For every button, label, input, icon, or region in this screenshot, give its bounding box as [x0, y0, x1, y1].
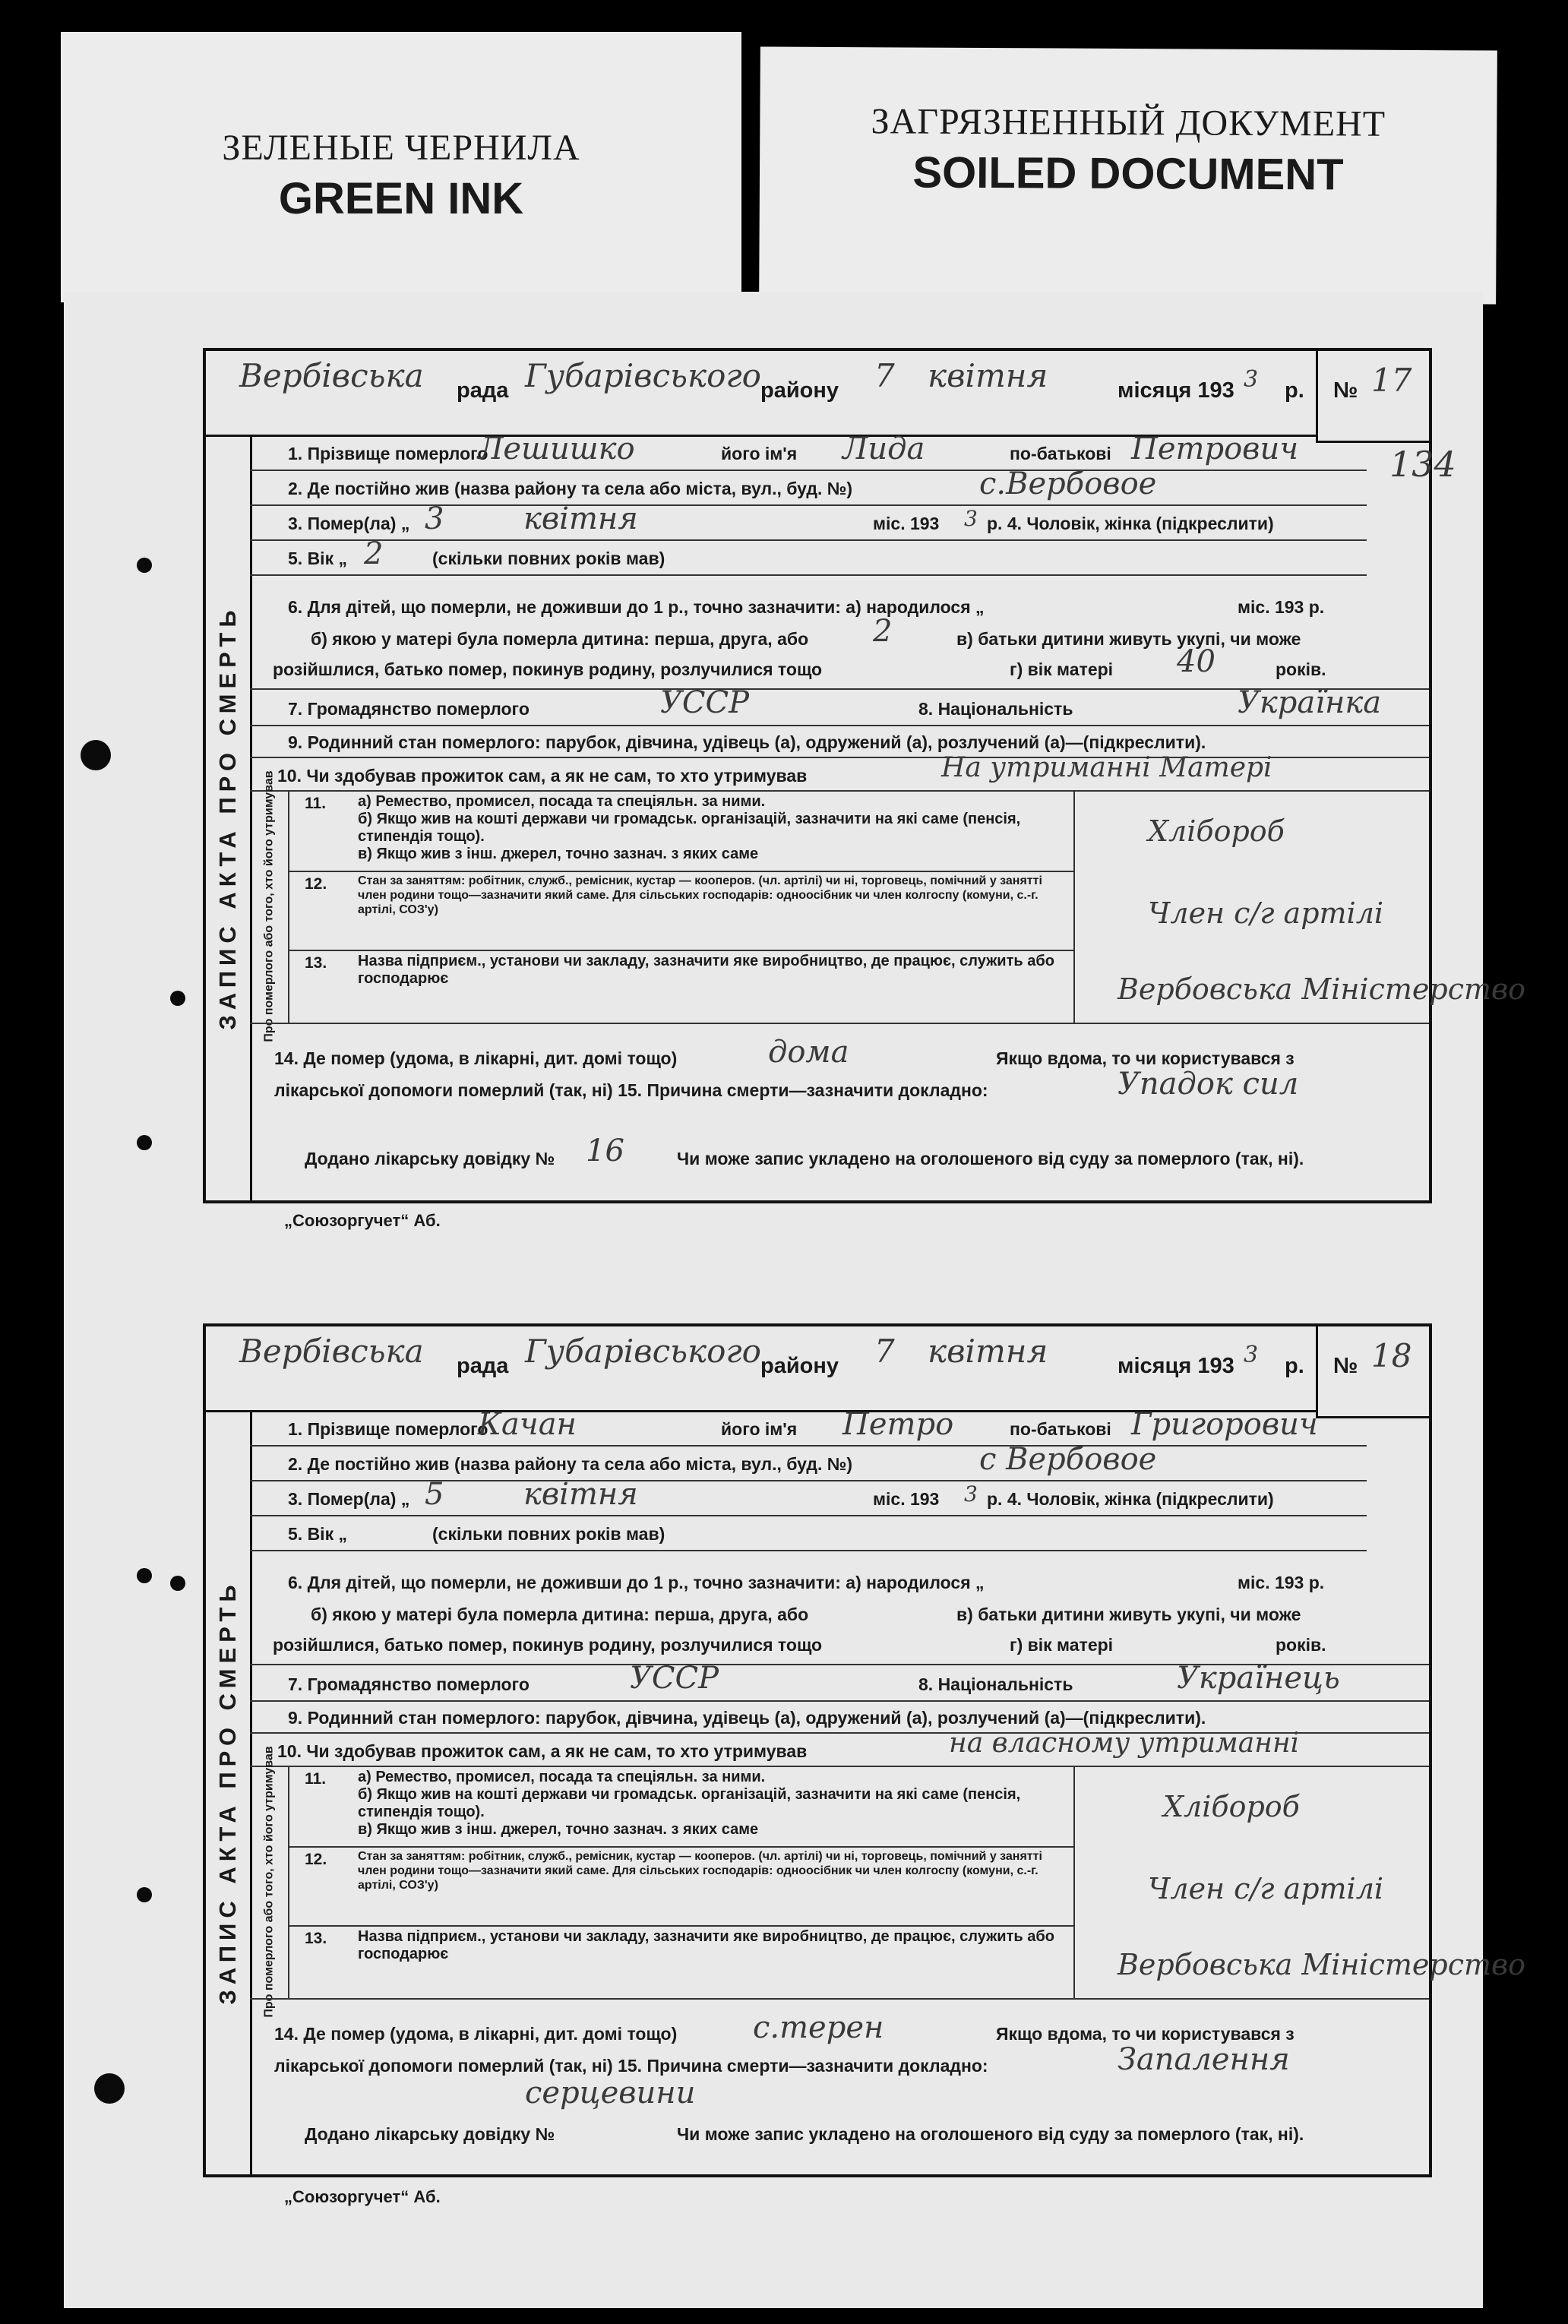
rayon-label: району	[760, 378, 839, 403]
death-day-value: 3	[425, 501, 444, 536]
month-value: квітня	[928, 1333, 1048, 1370]
occupation-grid	[288, 1766, 1075, 1998]
status-value: Член с/г артілі	[1148, 896, 1384, 930]
death-year-digit: 3	[964, 506, 978, 531]
nationality-value: Українець	[1177, 1661, 1340, 1696]
row-1: 1. Прізвище померлого Лешишко його ім'я Лида по-батькові Петрович	[250, 435, 1367, 471]
nationality-value: Українка	[1238, 685, 1382, 720]
workplace-value: Вербовська Міністерство	[1118, 972, 1526, 1006]
record-number-box	[1316, 1326, 1429, 1418]
cause-value-2: серцевини	[525, 2076, 696, 2111]
number-label: №	[1333, 1354, 1358, 1378]
q12: 12. Стан за заняттям: робітник, служб., ремісник, кустар — кооперов. (чл. артілі) чи ні, торговець, помічний у занятті член родини тощо—зазначити який саме. Для сільських господарів: одноосібник чи член колгоспу (комуни, с.-г. артілі, СОЗ'у)	[288, 871, 1073, 951]
patronymic-value: Григорович	[1131, 1407, 1318, 1442]
month-label: місяця 193	[1118, 1354, 1234, 1378]
record-header	[206, 1326, 1429, 1412]
death-place-value: с.терен	[753, 2010, 884, 2045]
record-number-box	[1316, 351, 1429, 443]
year-suffix: р.	[1285, 1354, 1304, 1378]
day-value: 7	[874, 357, 895, 394]
year-digit: 3	[1244, 1342, 1259, 1368]
row-1: 1. Прізвище померлого Качан його ім'я Петро по-батькові Григорович	[250, 1410, 1367, 1447]
name-value: Петро	[842, 1407, 954, 1442]
row-2: 2. Де постійно жив (назва району та села або міста, вул., буд. №) с.Вербовое	[250, 470, 1367, 506]
death-record-18: Вербівська рада Губарівського району 7 квітня місяця 193 3 р. № 18 ЗАПИС АКТА ПРО СМЕРТЬ 1. Прізвище померлого Качан його ім'я Петро по-батькові Григорович 2. Де постійно жив (назва району та села або міста, вул., буд. №) с Вербовое 3. Помер(ла) „ 5 квітня міс. 193 3 р. 4. Чоловік, жінка (підкреслити) 5. Вік „ (скільки повних років мав) 6. Для дітей, що померли, не доживши до 1 р., точно зазначити: а) народилося „ міс. 193 р. б) якою у матері була померла дитина: перша, друга, або в) батьки дитини живуть укупі, чи може розійшлися, батько помер, покинув родину, розлучилися тощо г) вік матері років. 7. Громадянство померлого УССР 8. Національність Українець 9. Родинний стан померлого: парубок, дівчина, удівець (а), одружений (а), розлучений (а)—(підкреслити). 10. Чи здобував прожиток сам, а як не сам, то хто утримував на власному утриманні Про померлого або того, хто його утримував 11. а) Ремество, промисел, посада та спеціяльн. за ними. б) Якщо жив на коштi держави чи громадськ. організацій, зазначити на які саме (пенсія, стипендія тощо). в) Якщо жив з інш. джерел, точно зазнач. з яких саме 12. Стан за заняттям: робітник, служб., ремісник, кустар — кооперов. (чл. артілі) чи ні, торговець, помічний у занятті член родини тощо—зазначити який саме. Для сільських господарів: одноосібник чи член колгоспу (комуни, с.-г. артілі, СОЗ'у) 13. Назва підприєм., установи чи закладу, зазначити яке виробництво, де працює, служить або господарює Хлібороб Член с/г артілі Вербовська Міністерство 14. Де помер (удома, в лікарні, дит. домі тощо) с.терен Якщо вдома, то чи користувався з лікарської допомоги померлий (так, ні) 15. Причина смерти—зазначити докладно: Запалення серцевини Додано лікарську довідку № Чи може запис укладено на оголошеного від суду за померлого (так, ні).	[203, 1323, 1432, 2177]
row-7: 7. Громадянство померлого УССР 8. Національність Українець	[250, 1664, 1429, 1702]
year-digit: 3	[1244, 366, 1259, 393]
mother-age-value: 40	[1177, 644, 1216, 679]
row-10: 10. Чи здобував прожиток сам, а як не сам, то хто утримував На утриманні Матері	[250, 757, 1429, 792]
child-order-value: 2	[873, 614, 893, 649]
rayon-value: Губарівського	[525, 1333, 761, 1370]
day-value: 7	[874, 1333, 895, 1370]
supported-by-value: на власному утриманні	[949, 1728, 1300, 1759]
punch-hole	[137, 1887, 152, 1902]
row-7: 7. Громадянство померлого УССР 8. Національність Українка	[250, 688, 1429, 726]
month-label: місяця 193	[1118, 378, 1234, 403]
green-ink-en: GREEN INK	[278, 174, 524, 223]
cause-value: Упадок сил	[1118, 1067, 1299, 1102]
patronymic-value: Петрович	[1131, 432, 1299, 466]
workplace-value: Вербовська Міністерство	[1118, 1948, 1526, 1981]
row-3: 3. Помер(ла) „ 3 квітня міс. 193 3 р. 4. Чоловік, жінка (підкреслити)	[250, 504, 1367, 541]
margin-number: 134	[1389, 444, 1456, 485]
citizenship-value: УССР	[660, 685, 750, 720]
row-10: 10. Чи здобував прожиток сам, а як не сам, то хто утримував на власному утриманні	[250, 1732, 1429, 1767]
rayon-value: Губарівського	[525, 357, 761, 394]
q13: 13. Назва підприєм., установи чи закладу, зазначити яке виробництво, де працює, служить або господарює	[305, 1928, 1054, 1962]
certificate-value: 16	[586, 1134, 624, 1168]
cause-value: Запалення	[1118, 2042, 1290, 2077]
punch-hole	[170, 1576, 185, 1591]
name-value: Лида	[842, 432, 925, 466]
row-6: 6. Для дітей, що померли, не доживши до 1 р., точно зазначити: а) народилося „ міс. 193 р. б) якою у матері була померла дитина: перша, друга, або 2 в) батьки дитини живуть укупі, чи може розійшлися, батько помер, покинув родину, розлучилися тощо г) вік матері 40 років.	[250, 574, 1429, 690]
row-6: 6. Для дітей, що померли, не доживши до 1 р., точно зазначити: а) народилося „ міс. 193 р. б) якою у матері була померла дитина: перша, друга, або в) батьки дитини живуть укупі, чи може розійшлися, батько помер, покинув родину, розлучилися тощо г) вік матері років.	[250, 1550, 1429, 1665]
surname-value: Лешишко	[478, 432, 635, 466]
q12: 12. Стан за заняттям: робітник, служб., ремісник, кустар — кооперов. (чл. артілі) чи ні, торговець, помічний у занятті член родини тощо—зазначити який саме. Для сільських господарів: одноосібник чи член колгоспу (комуни, с.-г. артілі, СОЗ'у)	[288, 1846, 1073, 1927]
row-5: 5. Вік „ (скільки повних років мав)	[250, 1515, 1367, 1551]
row-9: 9. Родинний стан померлого: парубок, дівчина, удівець (а), одружений (а), розлучений (а)—(підкреслити).	[250, 1700, 1429, 1734]
soiled-ru: ЗАГРЯЗНЕННЫЙ ДОКУМЕНТ	[871, 101, 1386, 144]
rayon-label: району	[760, 1354, 839, 1378]
green-ink-ru: ЗЕЛЕНЫЕ ЧЕРНИЛА	[222, 128, 580, 168]
row-3: 3. Помер(ла) „ 5 квітня міс. 193 3 р. 4. Чоловік, жінка (підкреслити)	[250, 1480, 1367, 1516]
row-9: 9. Родинний стан померлого: парубок, дівчина, удівець (а), одружений (а), розлучений (а)—(підкреслити).	[250, 725, 1429, 758]
row-5: 5. Вік „ 2 (скільки повних років мав)	[250, 539, 1367, 576]
punch-hole	[137, 558, 152, 573]
side-title: ЗАПИС АКТА ПРО СМЕРТЬ	[206, 435, 252, 1200]
citizenship-value: УССР	[630, 1661, 719, 1696]
punch-hole	[94, 2073, 125, 2104]
soiled-document-label	[759, 46, 1497, 304]
death-year-digit: 3	[964, 1481, 978, 1507]
supported-by-value: На утриманні Матері	[941, 752, 1272, 783]
residence-value: с Вербовое	[979, 1442, 1157, 1477]
record-header	[206, 351, 1429, 437]
publisher-footer: „Союзоргучет“ Аб.	[284, 2187, 441, 2206]
q11: 11. а) Ремество, промисел, посада та спеціяльн. за ними. б) Якщо жив на коштi держави чи громадськ. організацій, зазначити на які саме (пенсія, стипендія тощо). в) Якщо жив з інш. джерел, точно зазнач. з яких саме	[288, 790, 1073, 872]
status-value: Член с/г артілі	[1148, 1872, 1384, 1905]
punch-hole	[137, 1135, 152, 1150]
occupation-value: Хлібороб	[1148, 814, 1285, 848]
selsovet-value: Вербівська	[239, 1333, 424, 1370]
q11: 11. а) Ремество, промисел, посада та спеціяльн. за ними. б) Якщо жив на коштi держави чи громадськ. організацій, зазначити на які саме (пенсія, стипендія тощо). в) Якщо жив з інш. джерел, точно зазнач. з яких саме	[288, 1766, 1073, 1848]
punch-hole	[170, 991, 185, 1006]
soiled-en: SOILED DOCUMENT	[912, 147, 1344, 200]
occupation-grid	[288, 790, 1075, 1023]
number-label: №	[1333, 378, 1358, 403]
rada-label: рада	[457, 378, 509, 403]
death-month-value: квітня	[523, 501, 638, 536]
side-title: ЗАПИС АКТА ПРО СМЕРТЬ	[206, 1410, 252, 2174]
death-day-value: 5	[425, 1477, 444, 1512]
occupation-side-label: Про померлого або того, хто його утримував	[250, 1766, 289, 1998]
rada-label: рада	[457, 1354, 509, 1378]
q13: 13. Назва підприєм., установи чи закладу, зазначити яке виробництво, де працює, служить або господарює	[305, 953, 1054, 987]
publisher-footer: „Союзоргучет“ Аб.	[284, 1211, 441, 1230]
green-ink-label	[61, 32, 741, 302]
death-place-value: дома	[768, 1035, 849, 1070]
selsovet-value: Вербівська	[239, 357, 424, 394]
record-number: 17	[1371, 362, 1412, 399]
occupation-value: Хлібороб	[1163, 1790, 1300, 1823]
punch-hole	[81, 740, 111, 770]
surname-value: Качан	[478, 1407, 577, 1442]
occupation-side-label: Про померлого або того, хто його утримував	[250, 790, 289, 1023]
row-2: 2. Де постійно жив (назва району та села або міста, вул., буд. №) с Вербовое	[250, 1445, 1367, 1481]
residence-value: с.Вербовое	[979, 466, 1157, 501]
year-suffix: р.	[1285, 378, 1304, 403]
month-value: квітня	[928, 357, 1048, 394]
record-number: 18	[1371, 1337, 1412, 1374]
death-record-17: Вербівська рада Губарівського району 7 квітня місяця 193 3 р. № 17 134 ЗАПИС АКТА ПРО СМЕРТЬ 1. Прізвище померлого Лешишко його ім'я Лида по-батькові Петрович 2. Де постійно жив (назва району та села або міста, вул., буд. №) с.Вербовое 3. Помер(ла) „ 3 квітня міс. 193 3 р. 4. Чоловік, жінка (підкреслити) 5. Вік „ 2 (скільки повних років мав) 6. Для дітей, що померли, не доживши до 1 р., точно зазначити: а) народилося „ міс. 193 р. б) якою у матері була померла дитина: перша, друга, або 2 в) батьки дитини живуть укупі, чи може розійшлися, батько помер, покинув родину, розлучилися тощо г) вік матері 40 років. 7. Громадянство померлого УССР 8. Національність Українка 9. Родинний стан померлого: парубок, дівчина, удівець (а), одружений (а), розлучений (а)—(підкреслити). 10. Чи здобував прожиток сам, а як не сам, то хто утримував На утриманні Матері Про померлого або того, хто його утримував 11. а) Ремество, промисел, посада та спеціяльн. за ними. б) Якщо жив на коштi держави чи громадськ. організацій, зазначити на які саме (пенсія, стипендія тощо). в) Якщо жив з інш. джерел, точно зазнач. з яких саме 12. Стан за заняттям: робітник, служб., ремісник, кустар — кооперов. (чл. артілі) чи ні, торговець, помічний у занятті член родини тощо—зазначити який саме. Для сільських господарів: одноосібник чи член колгоспу (комуни, с.-г. артілі, СОЗ'у) 13. Назва підприєм., установи чи закладу, зазначити яке виробництво, де працює, служить або господарює Хлібороб Член с/г артілі Вербовська Міністерство 14. Де помер (удома, в лікарні, дит. домі тощо) дома Якщо вдома, то чи користувався з лікарської допомоги померлий (так, ні) 15. Причина смерти—зазначити докладно: Упадок сил Додано лікарську довідку № 16 Чи може запис укладено на оголошеного від суду за померлого (так, ні).	[203, 348, 1432, 1203]
punch-hole	[137, 1568, 152, 1583]
death-month-value: квітня	[523, 1477, 638, 1512]
age-value: 2	[364, 536, 384, 571]
